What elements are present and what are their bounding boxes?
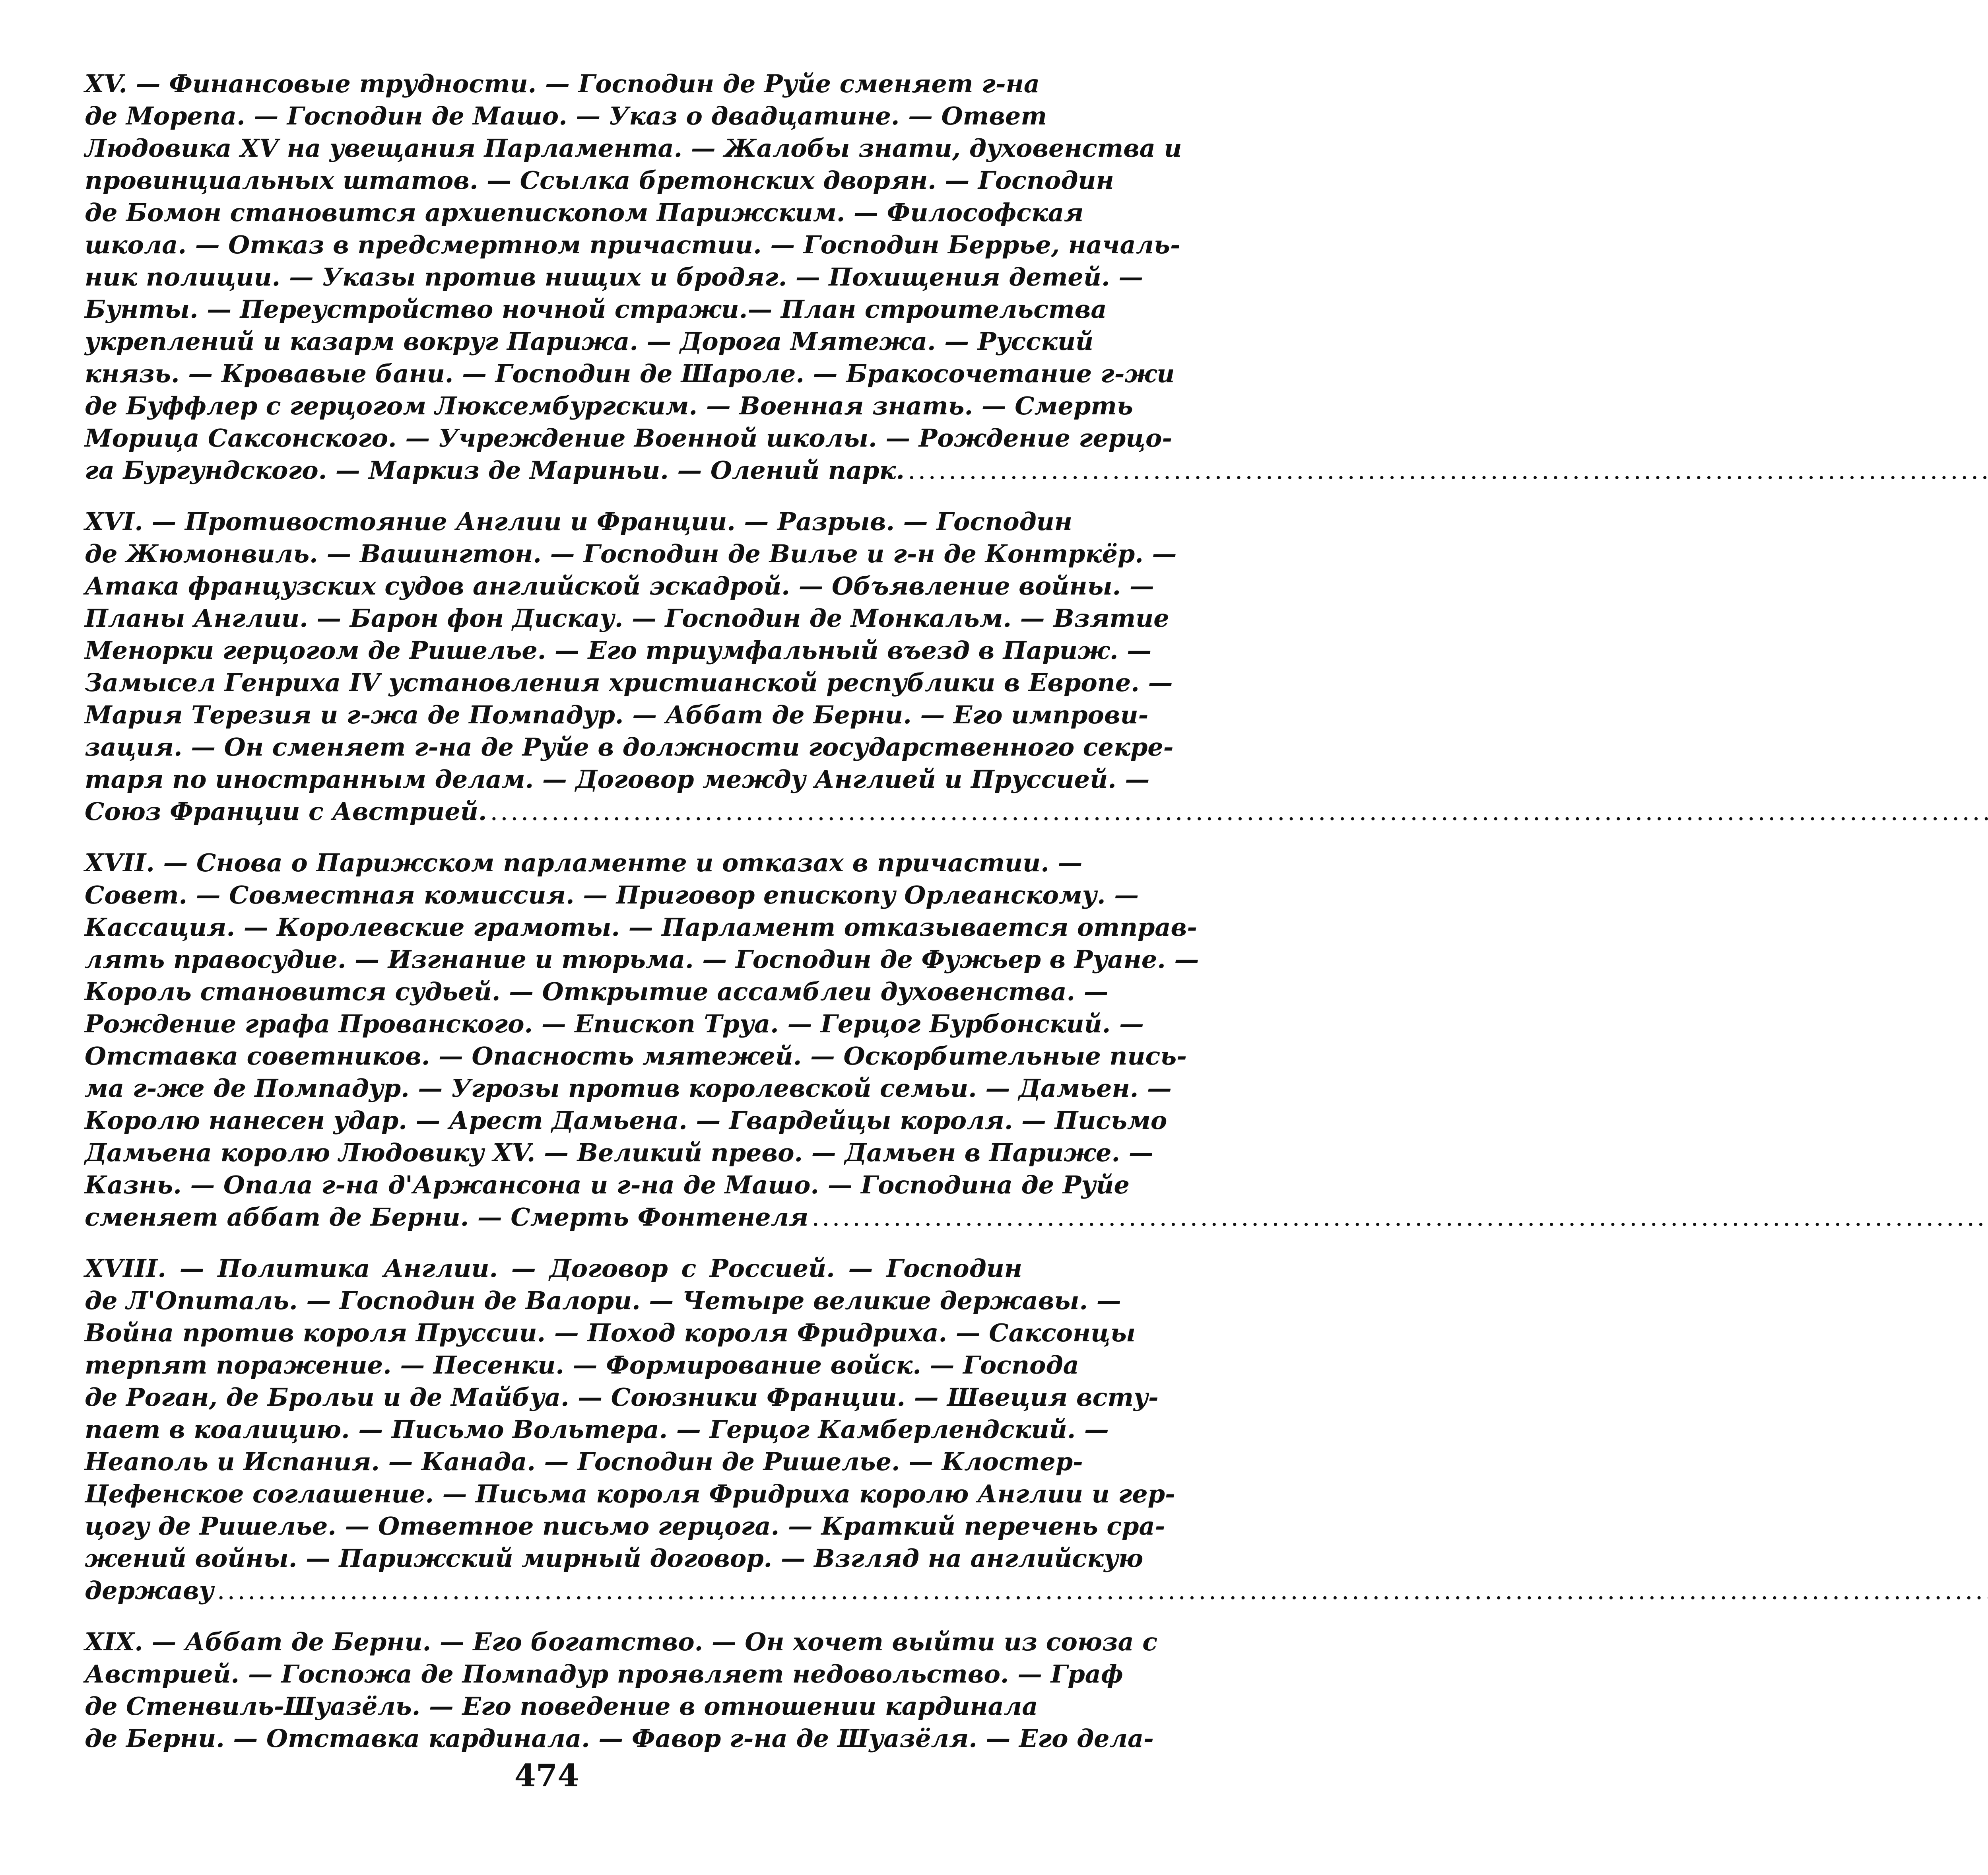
toc-last-line-text: Союз Франции с Австрией. (85, 797, 487, 826)
dot-leader (908, 454, 1988, 486)
toc-line: князь. — Кровавые бани. — Господин де Шароле. — Бракосочетание г-жи (85, 359, 1175, 388)
toc-line: Мария Терезия и г-жа де Помпадур. — Аббат де Берни. — Его импрови- (85, 700, 1149, 729)
toc-line: Цефенское соглашение. — Письма короля Фридриха королю Англии и гер- (85, 1479, 1175, 1508)
toc-last-line (85, 1574, 1022, 1607)
toc-line: цогу де Ришелье. — Ответное письмо герцога. — Краткий перечень сра- (85, 1512, 1165, 1541)
toc-line: зация. — Он сменяет г-на де Руйе в должности государственного секре- (85, 733, 1174, 762)
toc-line: Казнь. — Опала г-на д'Аржансона и г-на де Машо. — Господина де Руйе (85, 1170, 1130, 1199)
toc-line: Атака французских судов английской эскадрой. — Объявление войны. — (85, 571, 1154, 600)
toc-entry-chapter-xv (85, 68, 1182, 486)
page-number: 474 (514, 1758, 579, 1794)
toc-line: XIX. — Аббат де Берни. — Его богатство. — Он хочет выйти из союза с (85, 1627, 1158, 1656)
toc-line: Король становится судьей. — Открытие ассамблеи духовенства. — (85, 977, 1109, 1006)
toc-line: де Роган, де Брольи и де Майбуа. — Союзники Франции. — Швеция всту- (85, 1383, 1159, 1412)
toc-line: XV. — Финансовые трудности. — Господин де Руйе сменяет г-на (85, 69, 1040, 98)
toc-line: Дамьена королю Людовику XV. — Великий прево. — Дамьен в Париже. — (85, 1138, 1153, 1167)
toc-entry-chapter-xvii (85, 847, 1199, 1233)
toc-line: Совет. — Совместная комиссия. — Приговор епископу Орлеанскому. — (85, 880, 1139, 909)
table-of-contents-page (85, 68, 1199, 1857)
toc-line: Планы Англии. — Барон фон Дискау. — Господин де Монкальм. — Взятие (85, 604, 1169, 633)
dot-leader (490, 795, 1988, 828)
toc-line: Отставка советников. — Опасность мятежей. — Оскорбительные пись- (85, 1041, 1187, 1071)
toc-line: Рождение графа Прованского. — Епископ Труа. — Герцог Бурбонский. — (85, 1009, 1144, 1038)
toc-line: де Буффлер с герцогом Люксембургским. — Военная знать. — Смерть (85, 391, 1133, 420)
toc-last-line (85, 795, 1022, 828)
toc-line: лять правосудие. — Изгнание и тюрьма. — Господин де Фужьер в Руане. — (85, 945, 1199, 974)
toc-last-line-text: державу (85, 1576, 214, 1605)
toc-line: де Жюмонвиль. — Вашингтон. — Господин де Вилье и г-н де Контркёр. — (85, 539, 1177, 568)
toc-line: терпят поражение. — Песенки. — Формирование войск. — Господа (85, 1350, 1079, 1380)
toc-line: XVII. — Снова о Парижском парламенте и отказах в причастии. — (85, 848, 1083, 877)
toc-line: Морица Саксонского. — Учреждение Военной школы. — Рождение герцо- (85, 424, 1173, 453)
toc-line: школа. — Отказ в предсмертном причастии. — Господин Беррье, началь- (85, 230, 1180, 259)
toc-line: Кассация. — Королевские грамоты. — Парламент отказывается отправ- (85, 913, 1197, 942)
toc-line: де Бомон становится архиепископом Парижским. — Философская (85, 198, 1084, 227)
toc-line: Война против короля Пруссии. — Поход короля Фридриха. — Саксонцы (85, 1318, 1136, 1347)
toc-line: Менорки герцогом де Ришелье. — Его триумфальный въезд в Париж. — (85, 636, 1152, 665)
dot-leader (812, 1201, 1988, 1233)
toc-line: де Стенвиль-Шуазёль. — Его поведение в отношении кардинала (85, 1692, 1038, 1721)
toc-line: таря по иностранным делам. — Договор между Англией и Пруссией. — (85, 765, 1150, 794)
toc-line: ник полиции. — Указы против нищих и бродяг. — Похищения детей. — (85, 262, 1143, 291)
toc-line: де Л'Опиталь. — Господин де Валори. — Четыре великие державы. — (85, 1286, 1121, 1315)
toc-line: пает в коалицию. — Письмо Вольтера. — Герцог Камберлендский. — (85, 1415, 1109, 1444)
toc-line: де Берни. — Отставка кардинала. — Фавор г-на де Шуазёля. — Его дела- (85, 1724, 1154, 1753)
toc-line: де Морепа. — Господин де Машо. — Указ о двадцатине. — Ответ (85, 101, 1047, 130)
toc-line: XVI. — Противостояние Англии и Франции. — Разрыв. — Господин (85, 507, 1072, 536)
toc-line: Неаполь и Испания. — Канада. — Господин де Ришелье. — Клостер- (85, 1447, 1083, 1476)
toc-line: Австрией. — Госпожа де Помпадур проявляет недовольство. — Граф (85, 1659, 1123, 1688)
toc-line: Людовика XV на увещания Парламента. — Жалобы знати, духовенства и (85, 134, 1182, 163)
toc-line: XVIII. — Политика Англии. — Договор с Россией. — Господин (85, 1254, 1022, 1283)
toc-entry-chapter-xix (85, 1626, 1158, 1755)
toc-line: жений войны. — Парижский мирный договор. — Взгляд на английскую (85, 1544, 1143, 1573)
toc-last-line-text: сменяет аббат де Берни. — Смерть Фонтенеля (85, 1203, 809, 1232)
toc-line: Замысел Генриха IV установления христианской республики в Европе. — (85, 668, 1173, 697)
toc-line: Бунты. — Переустройство ночной стражи.— План строительства (85, 295, 1107, 324)
toc-entry-chapter-xvi (85, 505, 1177, 828)
toc-last-line-text: га Бургундского. — Маркиз де Мариньи. — Олений парк. (85, 456, 905, 485)
toc-line: ма г-же де Помпадур. — Угрозы против королевской семьи. — Дамьен. — (85, 1074, 1172, 1103)
toc-line: Королю нанесен удар. — Арест Дамьена. — Гвардейцы короля. — Письмо (85, 1106, 1167, 1135)
toc-last-line (85, 454, 1022, 486)
toc-entry-chapter-xviii (85, 1252, 1175, 1607)
dot-leader (217, 1574, 1988, 1607)
toc-last-line (85, 1201, 1022, 1233)
toc-line: провинциальных штатов. — Ссылка бретонских дворян. — Господин (85, 166, 1114, 195)
toc-line: укреплений и казарм вокруг Парижа. — Дорога Мятежа. — Русский (85, 327, 1094, 356)
